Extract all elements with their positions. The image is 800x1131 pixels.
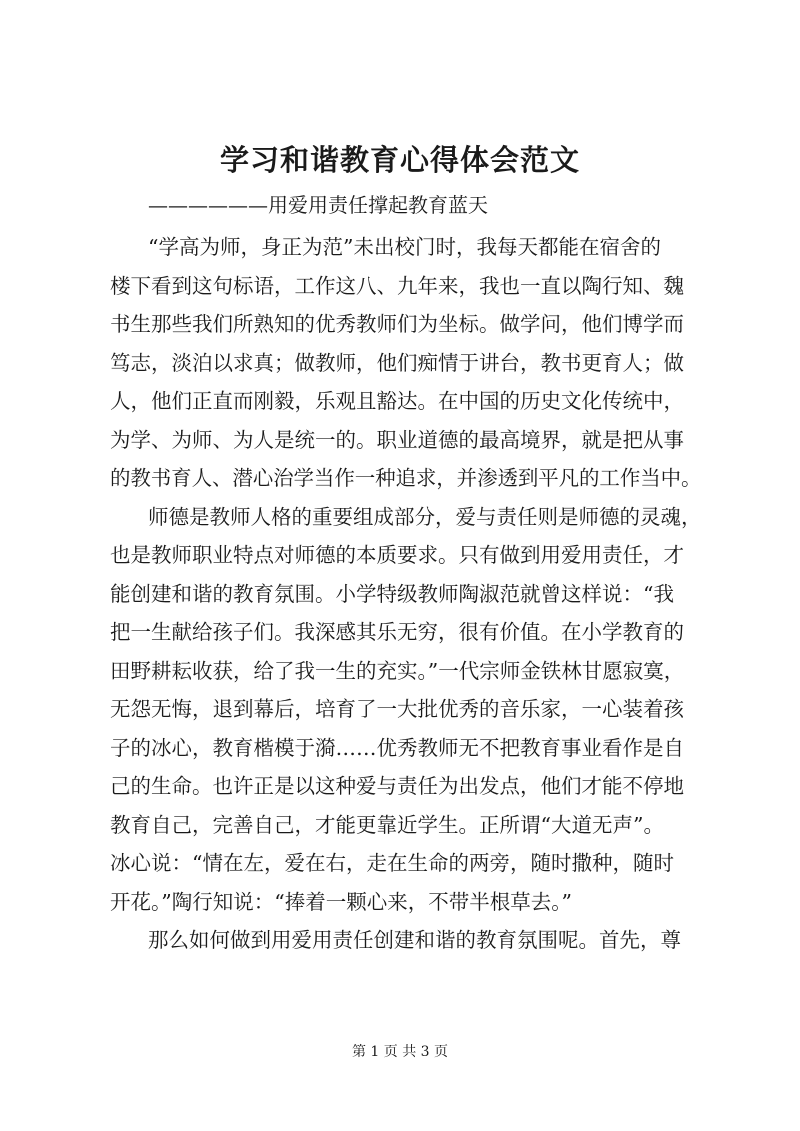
text-line: 笃志，淡泊以求真；做教师，他们痴情于讲台，教书更育人；做 xyxy=(110,350,684,375)
text-line: 田野耕耘收获，给了我一生的充实。”一代宗师金铁林甘愿寂寞， xyxy=(110,658,685,683)
text-line: 能创建和谐的教育氛围。小学特级教师陶淑范就曾这样说：“我 xyxy=(110,581,674,606)
text-line: 把一生献给孩子们。我深感其乐无穷，很有价值。在小学教育的 xyxy=(110,620,684,644)
document-title: 学习和谐教育心得体会范文 xyxy=(219,143,580,177)
document-subtitle: ——————用爱用责任撑起教育蓝天 xyxy=(148,193,488,217)
text-line: 楼下看到这句标语，工作这八、九年来，我也一直以陶行知、魏 xyxy=(110,273,684,298)
text-line: 那么如何做到用爱用责任创建和谐的教育氛围呢。首先，尊 xyxy=(148,928,681,952)
text-line: 开花。”陶行知说：“捧着一颗心来，不带半根草去。” xyxy=(110,889,572,914)
text-line: 书生那些我们所熟知的优秀教师们为坐标。做学问，他们博学而 xyxy=(110,312,684,336)
text-line: 教育自己，完善自己，才能更靠近学生。正所谓“大道无声”。 xyxy=(110,812,664,837)
text-line: 人，他们正直而刚毅，乐观且豁达。在中国的历史文化传统中， xyxy=(110,389,684,413)
text-line: 也是教师职业特点对师德的本质要求。只有做到用爱用责任，才 xyxy=(110,543,684,567)
document-body xyxy=(110,228,702,960)
text-line: 的教书育人、潜心治学当作一种追求，并渗透到平凡的工作当中。 xyxy=(110,466,702,490)
text-line: 己的生命。也许正是以这种爱与责任为出发点，他们才能不停地 xyxy=(110,774,684,798)
text-line: 师德是教师人格的重要组成部分，爱与责任则是师德的灵魂， xyxy=(148,504,702,529)
text-line: 冰心说：“情在左，爱在右，走在生命的两旁，随时撒种，随时 xyxy=(110,851,674,875)
page-footer: 第 1 页 共 3 页 xyxy=(351,1044,449,1060)
text-line: 为学、为师、为人是统一的。职业道德的最高境界，就是把从事 xyxy=(110,427,684,452)
text-line: “学高为师，身正为范”未出校门时，我每天都能在宿舍的 xyxy=(148,235,661,259)
text-line: 无怨无悔，退到幕后，培育了一大批优秀的音乐家，一心装着孩 xyxy=(110,697,684,721)
text-line: 子的冰心，教育楷模于漪……优秀教师无不把教育事业看作是自 xyxy=(110,735,684,760)
